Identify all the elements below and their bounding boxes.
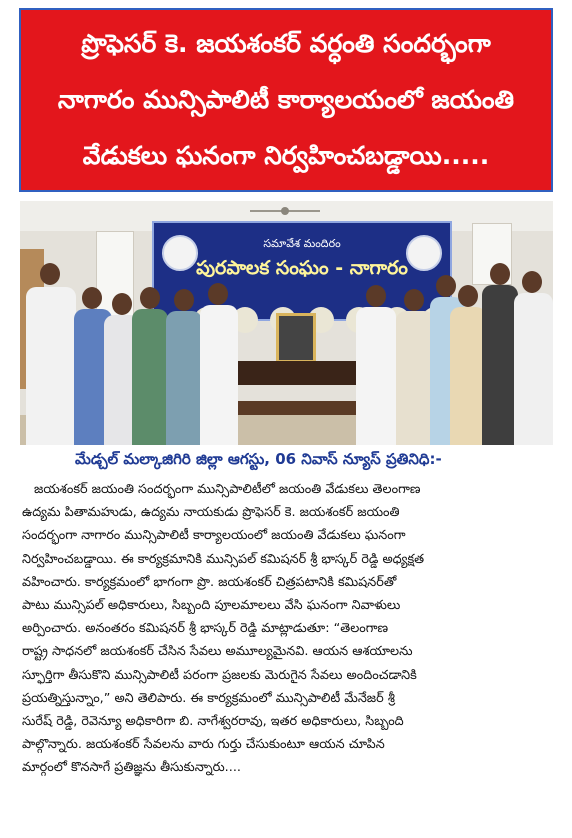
body-line: ఉద్యమ పితామహుడు, ఉద్యమ నాయకుడు ప్రొఫెసర్ కె. జయశంకర్ జయంతి [22,505,400,521]
person [396,311,434,445]
body-line: పాల్గొన్నారు. జయశంకర్ సేవలను వారు గుర్తు చేసుకుంటూ ఆయన చూపిన [22,737,385,753]
ceiling-fan-icon [250,207,320,215]
person-head [174,289,194,311]
headline-line-1: ప్రొఫెసర్ కె. జయశంకర్ వర్ధంతి సందర్భంగా [81,29,491,58]
body-line: వహించారు. కార్యక్రమంలో భాగంగా ప్రొ. జయశంకర్ చిత్రపటానికి కమిషనర్‌తో [22,574,397,590]
body-line: జయశంకర్ జయంతి సందర్భంగా మున్సిపాలిటీలో జయంతి వేడుకలు తెలంగాణ [34,482,421,497]
banner-emblem-left-icon [162,235,198,271]
person [26,287,76,445]
person-head [112,293,132,315]
garlanded-portrait [276,313,316,363]
dateline: మేడ్చల్ మల్కాజిగిరి జిల్లా ఆగస్టు, 06 నివాస్ న్యూస్ ప్రతినిధి:- [75,450,442,468]
person [356,307,396,445]
banner-line-1: సమావేశ మందిరం [263,237,341,250]
body-line: అర్పించారు. అనంతరం కమిషనర్ శ్రీ భాస్కర్ రెడ్డి మాట్లాడుతూ: “తెలంగాణ [22,621,389,637]
body-line: సందర్భంగా నాగారం మున్సిపాలిటీ కార్యాలయంలో జయంతి వేడుకలు ఘనంగా [22,528,406,544]
person-head [458,285,478,307]
event-photo [20,201,553,445]
body-line: రాష్ట్ర సాధనలో జయశంకర్ చేసిన సేవలు అమూల్యమైనవి. ఆయన ఆశయాలను [22,644,413,660]
person-head [82,287,102,309]
banner-emblem-right-icon [406,235,442,271]
body-line: సురేష్ రెడ్డి, రెవెన్యూ అధికారిగా బి. నాగేశ్వరరావు, ఇతర అధికారులు, సిబ్బంది [22,714,404,730]
person [482,285,518,445]
headline-line-3: వేడుకలు ఘనంగా నిర్వహించబడ్డాయి..... [82,141,490,170]
person-head [522,271,542,293]
person-head [404,289,424,311]
article-body [22,478,550,828]
headline-line-2: నాగారం మున్సిపాలిటీ కార్యాలయంలో జయంతి [57,85,515,114]
person [514,293,553,445]
body-line: మార్గంలో కొనసాగే ప్రతిజ్ఞను తీసుకున్నారు.... [22,760,241,776]
headline-box [19,8,553,192]
body-line: నిర్వహించబడ్డాయి. ఈ కార్యక్రమానికి మున్సిపల్ కమిషనర్ శ్రీ భాస్కర్ రెడ్డి అధ్యక్షత [22,551,425,567]
person [166,311,202,445]
body-line: పాటు మున్సిపల్ అధికారులు, సిబ్బంది పూలమాలలు వేసి ఘనంగా నివాళులు [22,598,401,614]
body-line: ప్రయత్నిస్తున్నాం,” అని తెలిపారు. ఈ కార్యక్రమంలో మున్సిపాలిటీ మేనేజర్ శ్రీ [22,690,395,706]
person-head [436,275,456,297]
person-head [208,283,228,305]
body-line: స్ఫూర్తిగా తీసుకొని మున్సిపాలిటీ పరంగా ప్రజలకు మెరుగైన సేవలు అందించడానికి [22,667,417,683]
person [132,309,168,445]
person-head [40,263,60,285]
person-head [490,263,510,285]
person-head [140,287,160,309]
person [450,307,486,445]
person-head [366,285,386,307]
person [200,305,238,445]
banner-line-2: పురపాలక సంఘం - నాగారం [196,257,408,279]
